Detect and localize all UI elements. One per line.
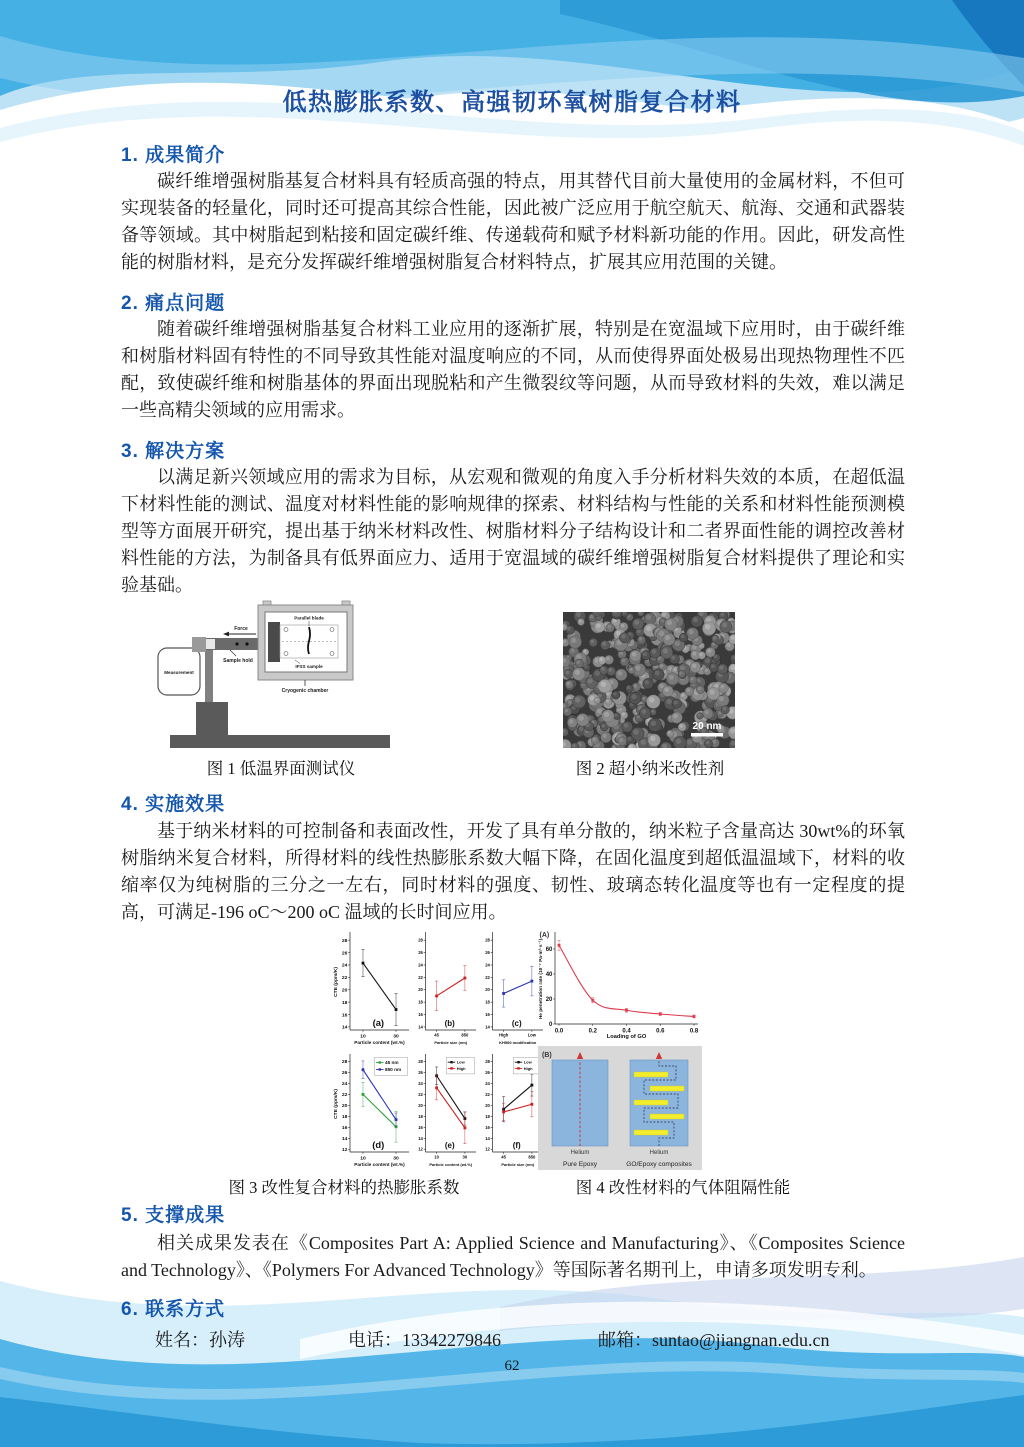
svg-text:Particle size (nm): Particle size (nm) (501, 1162, 535, 1167)
svg-text:14: 14 (341, 1025, 348, 1031)
svg-text:20: 20 (418, 1102, 423, 1108)
section-5-paragraph: 相关成果发表在《Composites Part A: Applied Science and Manufacturing》、《Composites Science and Technology》、《Polymers For Advanced Technology》等国际著名期刊上，申请多项发明专利。 (121, 1233, 905, 1280)
svg-text:850 nm: 850 nm (384, 1067, 402, 1073)
page-title: 低热膨胀系数、高强韧环氧树脂复合材料 (282, 89, 742, 116)
svg-text:26: 26 (341, 951, 348, 957)
fig4b-label: (B) (542, 1052, 552, 1059)
svg-text:High: High (456, 1065, 466, 1071)
svg-text:24: 24 (485, 1080, 490, 1086)
svg-text:24: 24 (418, 1080, 423, 1086)
figure-4-caption: 图 4 改性材料的气体阻隔性能 (575, 1178, 791, 1197)
svg-text:60: 60 (545, 947, 553, 954)
svg-text:12: 12 (418, 1146, 423, 1152)
contact-phone: 电话：13342279846 (348, 1330, 501, 1350)
svg-text:Loading of GO: Loading of GO (606, 1034, 647, 1040)
svg-text:18: 18 (485, 1113, 490, 1119)
svg-text:24: 24 (418, 962, 423, 968)
svg-text:(d): (d) (372, 1139, 385, 1150)
svg-text:22: 22 (418, 974, 423, 980)
svg-text:Low: Low (523, 1059, 532, 1065)
section-2-heading: 2. 痛点问题 (121, 293, 226, 314)
svg-text:14: 14 (341, 1137, 348, 1143)
section-1-paragraph: 碳纤维增强树脂基复合材料具有轻质高强的特点，用其替代目前大量使用的金属材料，不但可实现装备的轻量化，同时还可提高其综合性能，因此被广泛应用于航空航天、航海、交通和武器装备等领域。其中树脂起到粘接和固定碳纤维、传递载荷和赋予材料新功能的作用。因此，研发高性能的树脂材料，是充分发挥碳纤维增强树脂复合材料特点，扩展其应用范围的关键。 (121, 171, 905, 272)
svg-text:28: 28 (418, 1058, 423, 1064)
parallel-blade-label: Parallel blade (294, 615, 324, 621)
svg-text:22: 22 (485, 1091, 490, 1097)
svg-text:20: 20 (341, 1104, 348, 1110)
figure-1-tester-schematic (150, 600, 400, 760)
svg-text:26: 26 (341, 1071, 348, 1077)
svg-text:30: 30 (393, 1156, 399, 1162)
sem-scale-label: 20 nm (692, 721, 722, 732)
force-label: Force (234, 626, 248, 632)
svg-text:22: 22 (341, 1093, 348, 1099)
svg-text:14: 14 (418, 1024, 423, 1030)
svg-text:30: 30 (393, 1034, 399, 1040)
sem-particles (563, 612, 735, 748)
svg-text:10: 10 (360, 1034, 366, 1040)
section-1-heading: 1. 成果简介 (121, 145, 226, 166)
svg-text:(b): (b) (444, 1019, 455, 1028)
section-6-heading: 6. 联系方式 (121, 1299, 226, 1320)
svg-text:20: 20 (545, 997, 553, 1004)
helium-right-label: Helium (649, 1150, 669, 1156)
svg-text:High: High (498, 1032, 509, 1038)
chart-fig4a-he-penetration (538, 928, 702, 1040)
svg-text:18: 18 (485, 999, 490, 1005)
sample-hold-label: Sample hold (223, 658, 253, 664)
svg-text:0.4: 0.4 (622, 1028, 631, 1035)
svg-text:16: 16 (418, 1011, 423, 1017)
section-2-paragraph: 随着碳纤维增强树脂基复合材料工业应用的逐渐扩展，特别是在宽温域下应用时，由于碳纤维和树脂材料固有特性的不同导致其性能对温度响应的不同，从而使得界面处极易出现热物理性不匹配，致使碳纤维和树脂基体的界面出现脱粘和产生微裂纹等问题，从而导致材料的失效，难以满足一些高精尖领域的应用需求。 (121, 319, 905, 420)
svg-text:(A): (A) (539, 932, 550, 939)
section-5-heading: 5. 支撑成果 (121, 1205, 226, 1226)
figure-4b-barrier-schematic (538, 1046, 702, 1170)
svg-text:22: 22 (341, 976, 348, 982)
svg-text:28: 28 (418, 937, 423, 943)
chart-fig3d (333, 1050, 413, 1168)
svg-text:45 nm: 45 nm (384, 1060, 399, 1066)
chart-fig3e (414, 1050, 480, 1168)
figure-2-caption: 图 2 超小纳米改性剂 (575, 759, 725, 778)
svg-text:16: 16 (341, 1126, 348, 1132)
svg-text:40: 40 (545, 972, 553, 979)
section-3-heading: 3. 解决方案 (121, 441, 226, 462)
svg-text:24: 24 (485, 962, 490, 968)
svg-text:10: 10 (360, 1156, 366, 1162)
svg-text:0.8: 0.8 (689, 1028, 699, 1035)
svg-text:0.2: 0.2 (588, 1028, 597, 1035)
page-number: 62 (504, 1358, 520, 1374)
figure-3-cte-charts (333, 928, 547, 1168)
svg-text:850: 850 (528, 1154, 536, 1160)
svg-text:(c): (c) (511, 1019, 522, 1028)
svg-text:(f): (f) (512, 1141, 521, 1150)
svg-text:45: 45 (501, 1154, 506, 1160)
svg-text:20: 20 (341, 988, 348, 994)
svg-text:16: 16 (418, 1124, 423, 1130)
svg-text:28: 28 (341, 1060, 348, 1066)
svg-text:22: 22 (418, 1091, 423, 1097)
section-4-paragraph: 基于纳米材料的可控制备和表面改性，开发了具有单分散的，纳米粒子含量高达 30wt%的环氧树脂纳米复合材料，所得材料的线性热膨胀系数大幅下降，在固化温度到超低温温域下，材料的收缩率仅为纯树脂的三分之一左右，同时材料的强度、韧性、玻璃态转化温度等也有一定程度的提高，可满足-196 oC～200 oC 温域的长时间应用。 (121, 821, 905, 922)
pure-epoxy-label: Pure Epoxy (562, 1161, 598, 1168)
measurement-label: Measurement (164, 670, 194, 675)
figure-2-sem-image (563, 612, 735, 748)
svg-text:28: 28 (341, 938, 348, 944)
contact-name: 姓名：孙涛 (155, 1330, 245, 1350)
svg-text:(e): (e) (444, 1141, 455, 1150)
svg-text:0.0: 0.0 (554, 1028, 564, 1035)
svg-text:Particle size (nm): Particle size (nm) (434, 1040, 468, 1045)
cryogenic-chamber-label: Cryogenic chamber (281, 688, 329, 694)
svg-text:KH560 modification: KH560 modification (499, 1040, 537, 1045)
contact-email: 邮箱：suntao@jiangnan.edu.cn (598, 1330, 830, 1350)
svg-text:22: 22 (485, 974, 490, 980)
svg-text:16: 16 (341, 1013, 348, 1019)
svg-text:18: 18 (418, 999, 423, 1005)
svg-text:Low: Low (456, 1059, 465, 1065)
svg-text:24: 24 (341, 963, 348, 969)
svg-text:18: 18 (341, 1000, 348, 1006)
svg-text:850: 850 (461, 1032, 469, 1038)
svg-text:20: 20 (418, 987, 423, 993)
svg-text:CTE (ppm/K): CTE (ppm/K) (334, 1089, 339, 1119)
svg-text:Low: Low (527, 1032, 537, 1038)
svg-text:High: High (523, 1065, 533, 1071)
svg-text:He penetration rate (10⁻⁷ Pa·m: He penetration rate (10⁻⁷ Pa·m³·s⁻¹) (539, 938, 544, 1020)
svg-text:Particle content (wt.%): Particle content (wt.%) (429, 1162, 473, 1167)
svg-text:28: 28 (485, 937, 490, 943)
chart-fig3b (414, 928, 480, 1046)
svg-text:12: 12 (341, 1147, 348, 1153)
svg-text:0: 0 (549, 1022, 553, 1029)
figure-1-caption: 图 1 低温界面测试仪 (206, 759, 356, 778)
go-epoxy-label: GO/Epoxy composites (626, 1161, 692, 1168)
svg-text:(a): (a) (372, 1017, 385, 1028)
svg-text:14: 14 (485, 1135, 490, 1141)
svg-text:Particle content (wt.%): Particle content (wt.%) (354, 1162, 405, 1167)
svg-text:20: 20 (485, 1102, 490, 1108)
svg-text:45: 45 (434, 1032, 439, 1038)
chart-fig3a (333, 928, 413, 1046)
svg-text:0.6: 0.6 (656, 1028, 665, 1035)
svg-text:16: 16 (485, 1011, 490, 1017)
svg-text:20: 20 (485, 987, 490, 993)
svg-text:28: 28 (485, 1058, 490, 1064)
svg-text:26: 26 (418, 1069, 423, 1075)
svg-text:CTE (ppm/K): CTE (ppm/K) (334, 967, 339, 997)
figure-3-caption: 图 3 改性复合材料的热膨胀系数 (228, 1178, 460, 1197)
helium-left-label: Helium (570, 1150, 590, 1156)
svg-text:10: 10 (434, 1154, 439, 1160)
svg-text:Particle content (wt.%): Particle content (wt.%) (354, 1040, 405, 1045)
svg-text:14: 14 (418, 1135, 423, 1141)
svg-text:30: 30 (462, 1154, 468, 1160)
svg-text:14: 14 (485, 1024, 490, 1030)
svg-text:24: 24 (341, 1082, 348, 1088)
svg-text:18: 18 (418, 1113, 423, 1119)
svg-text:16: 16 (485, 1124, 490, 1130)
section-4-heading: 4. 实施效果 (121, 794, 226, 815)
svg-text:26: 26 (418, 950, 423, 956)
svg-text:26: 26 (485, 950, 490, 956)
svg-text:26: 26 (485, 1069, 490, 1075)
section-3-paragraph: 以满足新兴领域应用的需求为目标，从宏观和微观的角度入手分析材料失效的本质，在超低温下材料性能的测试、温度对材料性能的影响规律的探索、材料结构与性能的关系和材料性能预测模型等方面展开研究，提出基于纳米材料改性、树脂材料分子结构设计和二者界面性能的调控改善材料性能的方法，为制备具有低界面应力、适用于宽温域的碳纤维增强树脂复合材料提供了理论和实验基础。 (121, 467, 905, 595)
svg-text:18: 18 (341, 1115, 348, 1121)
svg-text:12: 12 (485, 1146, 490, 1152)
ifss-sample-label: IFSS sample (295, 664, 323, 669)
